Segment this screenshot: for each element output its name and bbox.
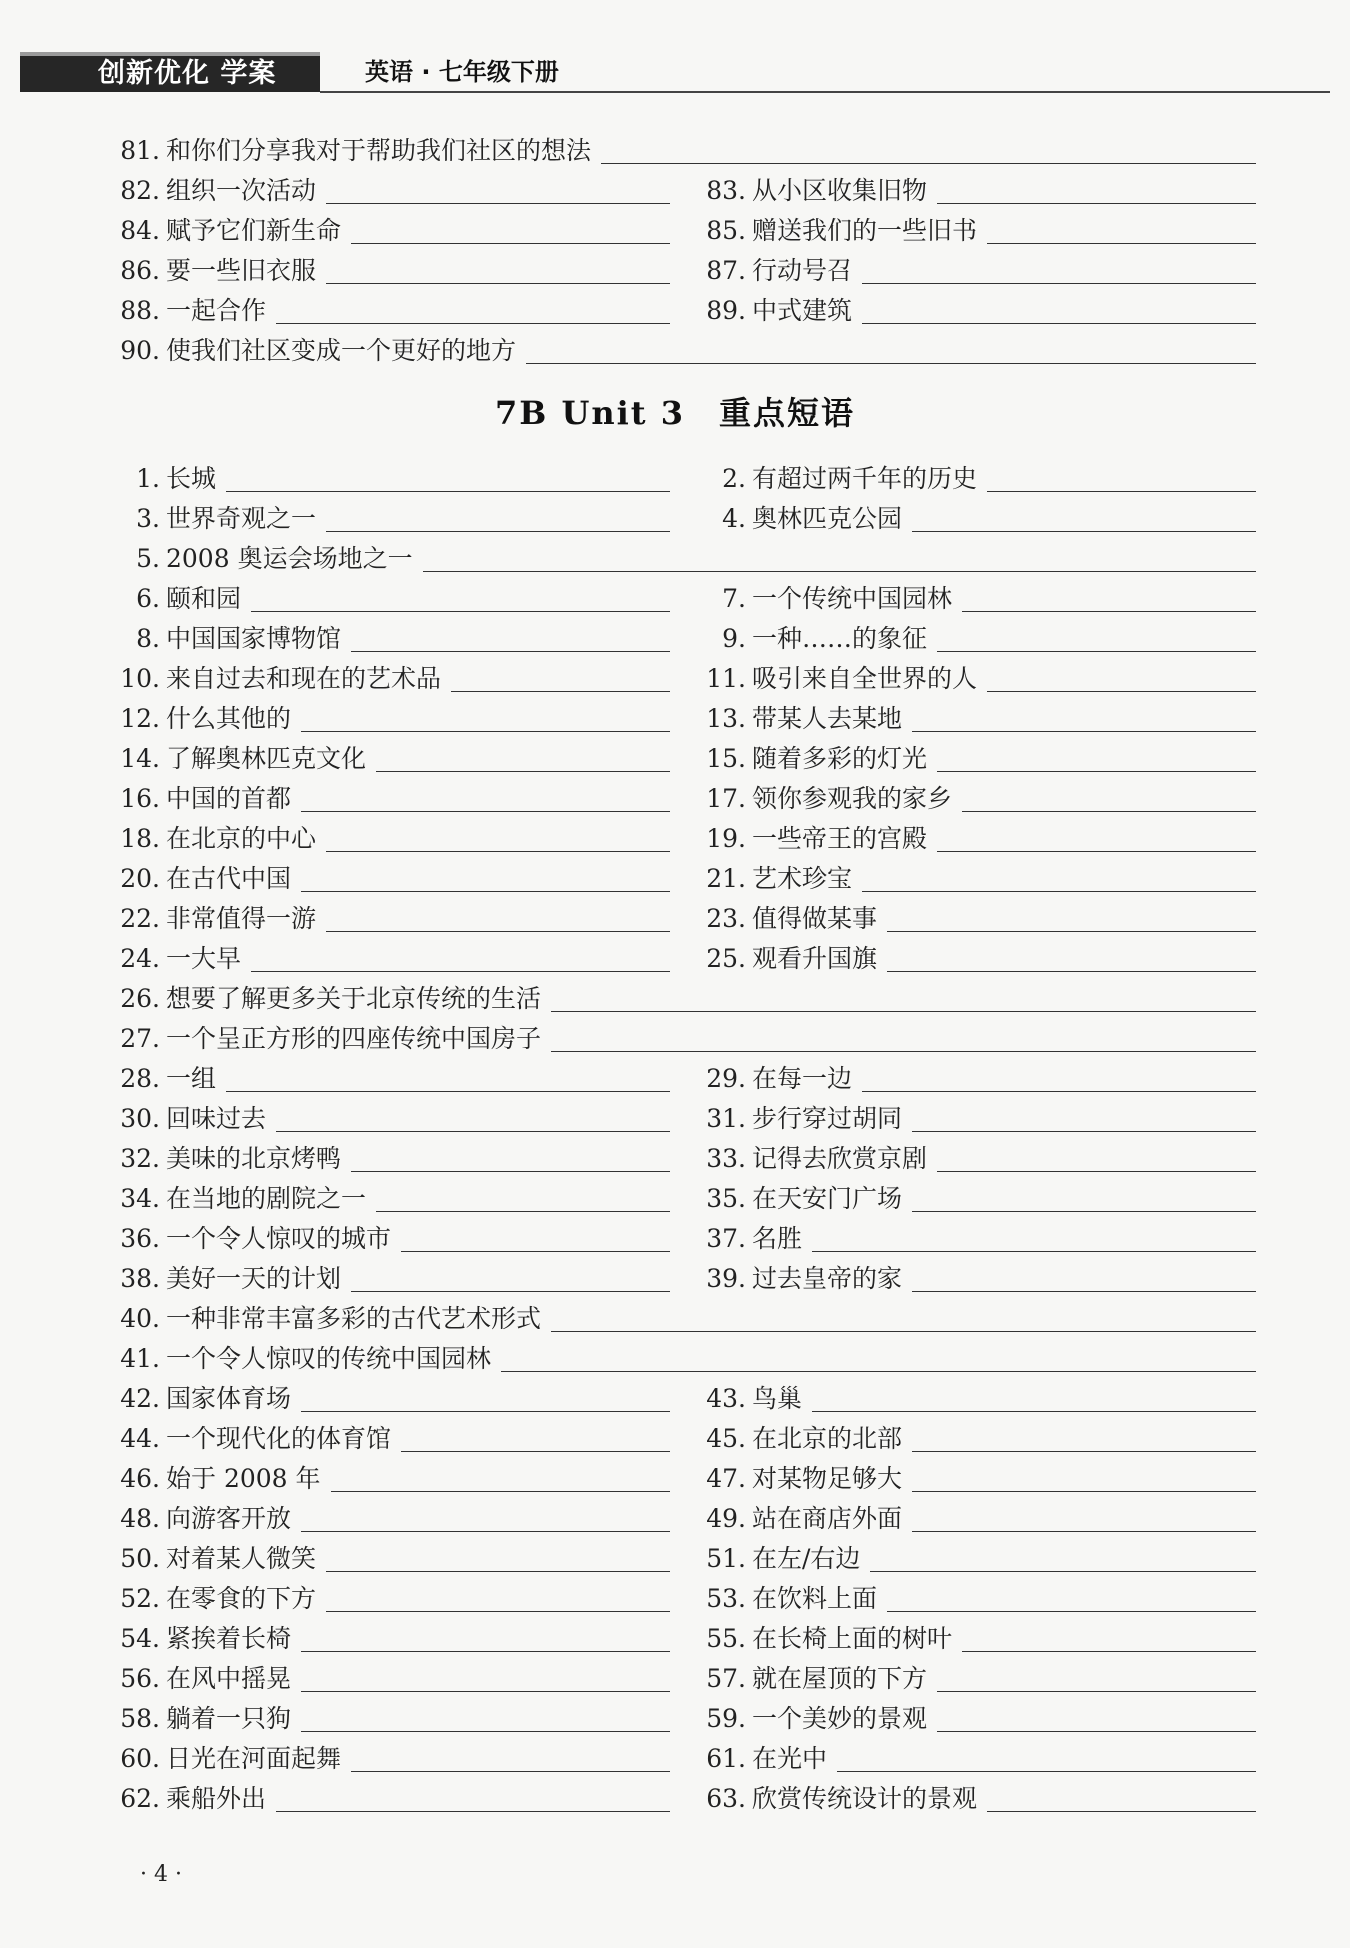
answer-blank[interactable]: [326, 905, 670, 932]
phrase-text: 赠送我们的一些旧书: [752, 216, 978, 245]
phrase-item: [698, 740, 1256, 774]
phrase-item: [112, 1180, 670, 1214]
phrase-number: 58.: [120, 1704, 160, 1733]
answer-blank[interactable]: [912, 1465, 1256, 1492]
phrase-item: [698, 252, 1256, 286]
answer-blank[interactable]: [962, 785, 1256, 812]
answer-blank[interactable]: [887, 1585, 1256, 1612]
answer-blank[interactable]: [962, 585, 1256, 612]
phrase-text: 一些帝王的宫殿: [752, 824, 928, 853]
phrase-number: 6.: [136, 584, 160, 613]
answer-blank[interactable]: [351, 625, 670, 652]
phrase-text: 一组: [166, 1064, 217, 1093]
answer-blank[interactable]: [326, 505, 670, 532]
phrase-item: [112, 700, 670, 734]
phrase-number: 55.: [706, 1624, 746, 1653]
phrase-item: [112, 252, 670, 286]
phrase-item: [698, 1500, 1256, 1534]
answer-blank[interactable]: [301, 1385, 670, 1412]
phrase-number: 56.: [120, 1664, 160, 1693]
phrase-text: 从小区收集旧物: [752, 176, 928, 205]
phrase-number: 59.: [706, 1704, 746, 1733]
answer-blank[interactable]: [912, 705, 1256, 732]
phrase-number: 86.: [120, 256, 160, 285]
answer-blank[interactable]: [526, 337, 1256, 364]
phrase-number: 85.: [706, 216, 746, 245]
phrase-text: 站在商店外面: [752, 1504, 903, 1533]
phrase-item: [112, 980, 1256, 1014]
phrase-number: 21.: [706, 864, 746, 893]
phrase-item: [112, 740, 670, 774]
phrase-item: [698, 212, 1256, 246]
phrase-item: [112, 860, 670, 894]
phrase-text: 回味过去: [166, 1104, 267, 1133]
phrase-number: 22.: [120, 904, 160, 933]
phrase-item: [698, 700, 1256, 734]
phrase-text: 非常值得一游: [166, 904, 317, 933]
phrase-item: [112, 1620, 670, 1654]
answer-blank[interactable]: [301, 785, 670, 812]
phrase-item: [112, 820, 670, 854]
phrase-item: [698, 1060, 1256, 1094]
phrase-number: 4.: [722, 504, 746, 533]
answer-blank[interactable]: [937, 745, 1256, 772]
phrase-item: [112, 900, 670, 934]
phrase-item: [698, 780, 1256, 814]
answer-blank[interactable]: [870, 1545, 1256, 1572]
phrase-number: 90.: [120, 336, 160, 365]
answer-blank[interactable]: [376, 1185, 670, 1212]
phrase-item: [698, 660, 1256, 694]
phrase-text: 要一些旧衣服: [166, 256, 317, 285]
answer-blank[interactable]: [226, 1065, 670, 1092]
phrase-text: 奥林匹克公园: [752, 504, 903, 533]
phrase-number: 19.: [706, 824, 746, 853]
phrase-item: [698, 580, 1256, 614]
phrase-item: [112, 1060, 670, 1094]
phrase-number: 7.: [722, 584, 746, 613]
phrase-text: 在古代中国: [166, 864, 292, 893]
phrase-number: 60.: [120, 1744, 160, 1773]
answer-blank[interactable]: [301, 1625, 670, 1652]
answer-blank[interactable]: [937, 625, 1256, 652]
phrase-item: [112, 1380, 670, 1414]
answer-blank[interactable]: [912, 1505, 1256, 1532]
answer-blank[interactable]: [251, 585, 670, 612]
phrase-number: 8.: [136, 624, 160, 653]
phrase-number: 24.: [120, 944, 160, 973]
phrase-item: [112, 1540, 670, 1574]
phrase-number: 25.: [706, 944, 746, 973]
answer-blank[interactable]: [912, 1265, 1256, 1292]
answer-blank[interactable]: [501, 1345, 1256, 1372]
phrase-text: 美好一天的计划: [166, 1264, 342, 1293]
phrase-number: 89.: [706, 296, 746, 325]
answer-blank[interactable]: [301, 705, 670, 732]
phrase-text: 躺着一只狗: [166, 1704, 292, 1733]
answer-blank[interactable]: [301, 865, 670, 892]
phrase-number: 35.: [706, 1184, 746, 1213]
phrase-item: [112, 500, 670, 534]
answer-blank[interactable]: [301, 1705, 670, 1732]
phrase-number: 36.: [120, 1224, 160, 1253]
phrase-text: 一起合作: [166, 296, 267, 325]
phrase-text: 在零食的下方: [166, 1584, 317, 1613]
phrase-text: 鸟巢: [752, 1384, 803, 1413]
phrase-text: 在北京的中心: [166, 824, 317, 853]
phrase-text: 一个现代化的体育馆: [166, 1424, 392, 1453]
phrase-item: [698, 1700, 1256, 1734]
phrase-item: [698, 172, 1256, 206]
answer-blank[interactable]: [912, 1425, 1256, 1452]
phrase-item: [112, 940, 670, 974]
answer-blank[interactable]: [551, 1025, 1256, 1052]
phrase-number: 20.: [120, 864, 160, 893]
phrase-text: 在光中: [752, 1744, 828, 1773]
answer-blank[interactable]: [326, 825, 670, 852]
answer-blank[interactable]: [937, 177, 1256, 204]
answer-blank[interactable]: [276, 1105, 670, 1132]
phrase-item: [112, 1740, 670, 1774]
phrase-number: 34.: [120, 1184, 160, 1213]
phrase-text: 有超过两千年的历史: [752, 464, 978, 493]
section-title: 7B Unit 3 重点短语: [495, 394, 855, 432]
phrase-item: [698, 620, 1256, 654]
phrase-text: 值得做某事: [752, 904, 878, 933]
page-number: · 4 ·: [140, 1862, 182, 1887]
phrase-number: 88.: [120, 296, 160, 325]
answer-blank[interactable]: [251, 945, 670, 972]
phrase-text: 日光在河面起舞: [166, 1744, 342, 1773]
phrase-item: [698, 940, 1256, 974]
answer-blank[interactable]: [276, 297, 670, 324]
answer-blank[interactable]: [862, 257, 1256, 284]
answer-blank[interactable]: [987, 465, 1256, 492]
phrase-number: 46.: [120, 1464, 160, 1493]
phrase-text: 对某物足够大: [752, 1464, 903, 1493]
answer-blank[interactable]: [326, 177, 670, 204]
phrase-text: 过去皇帝的家: [752, 1264, 903, 1293]
phrase-item: [112, 780, 670, 814]
phrase-item: [112, 1220, 670, 1254]
phrase-item: [112, 292, 670, 326]
phrase-text: 和你们分享我对于帮助我们社区的想法: [166, 136, 592, 165]
answer-blank[interactable]: [401, 1425, 670, 1452]
phrase-text: 就在屋顶的下方: [752, 1664, 928, 1693]
phrase-number: 42.: [120, 1384, 160, 1413]
answer-blank[interactable]: [862, 1065, 1256, 1092]
phrase-text: 在天安门广场: [752, 1184, 903, 1213]
phrase-number: 62.: [120, 1784, 160, 1813]
phrase-text: 组织一次活动: [166, 176, 317, 205]
phrase-number: 38.: [120, 1264, 160, 1293]
answer-blank[interactable]: [962, 1625, 1256, 1652]
answer-blank[interactable]: [376, 745, 670, 772]
answer-blank[interactable]: [301, 1505, 670, 1532]
phrase-number: 28.: [120, 1064, 160, 1093]
phrase-number: 26.: [120, 984, 160, 1013]
phrase-text: 想要了解更多关于北京传统的生活: [166, 984, 542, 1013]
answer-blank[interactable]: [912, 1185, 1256, 1212]
phrase-item: [698, 1460, 1256, 1494]
phrase-number: 43.: [706, 1384, 746, 1413]
phrase-item: [698, 1380, 1256, 1414]
phrase-text: 向游客开放: [166, 1504, 292, 1533]
phrase-item: [112, 1140, 670, 1174]
answer-blank[interactable]: [987, 665, 1256, 692]
phrase-text: 一个令人惊叹的城市: [166, 1224, 392, 1253]
phrase-number: 23.: [706, 904, 746, 933]
phrase-item: [698, 500, 1256, 534]
phrase-text: 带某人去某地: [752, 704, 903, 733]
phrase-text: 世界奇观之一: [166, 504, 317, 533]
phrase-text: 一个传统中国园林: [752, 584, 953, 613]
phrase-number: 9.: [722, 624, 746, 653]
answer-blank[interactable]: [326, 257, 670, 284]
phrase-item: [698, 460, 1256, 494]
phrase-number: 1.: [136, 464, 160, 493]
answer-blank[interactable]: [987, 1785, 1256, 1812]
answer-blank[interactable]: [887, 905, 1256, 932]
phrase-item: [112, 1700, 670, 1734]
phrase-text: 紧挨着长椅: [166, 1624, 292, 1653]
phrase-text: 一种……的象征: [752, 624, 928, 653]
phrase-item: [112, 212, 670, 246]
phrase-number: 83.: [706, 176, 746, 205]
phrase-number: 29.: [706, 1064, 746, 1093]
answer-blank[interactable]: [326, 1585, 670, 1612]
phrase-number: 12.: [120, 704, 160, 733]
phrase-text: 在每一边: [752, 1064, 853, 1093]
phrase-text: 在风中摇晃: [166, 1664, 292, 1693]
phrase-number: 32.: [120, 1144, 160, 1173]
phrase-text: 赋予它们新生命: [166, 216, 342, 245]
phrase-item: [112, 172, 670, 206]
phrase-number: 10.: [120, 664, 160, 693]
answer-blank[interactable]: [937, 1665, 1256, 1692]
phrase-item: [112, 132, 1256, 166]
phrase-number: 50.: [120, 1544, 160, 1573]
phrase-number: 81.: [120, 136, 160, 165]
header-rule: [320, 91, 1330, 93]
phrase-text: 了解奥林匹克文化: [166, 744, 367, 773]
answer-blank[interactable]: [401, 1225, 670, 1252]
phrase-item: [698, 1420, 1256, 1454]
phrase-text: 一个美妙的景观: [752, 1704, 928, 1733]
phrase-number: 84.: [120, 216, 160, 245]
phrase-item: [112, 1300, 1256, 1334]
phrase-number: 14.: [120, 744, 160, 773]
phrase-item: [698, 292, 1256, 326]
phrase-item: [698, 1260, 1256, 1294]
phrase-text: 2008 奥运会场地之一: [166, 544, 413, 573]
brand-logo: 创新优化 学案: [20, 56, 320, 92]
phrase-item: [698, 1740, 1256, 1774]
phrase-number: 11.: [706, 664, 746, 693]
phrase-text: 中国国家博物馆: [166, 624, 342, 653]
phrase-text: 领你参观我的家乡: [752, 784, 953, 813]
answer-blank[interactable]: [551, 985, 1256, 1012]
phrase-number: 57.: [706, 1664, 746, 1693]
phrase-number: 30.: [120, 1104, 160, 1133]
phrase-number: 49.: [706, 1504, 746, 1533]
phrase-text: 一个令人惊叹的传统中国园林: [166, 1344, 492, 1373]
phrase-number: 37.: [706, 1224, 746, 1253]
phrase-text: 记得去欣赏京剧: [752, 1144, 928, 1173]
phrase-text: 美味的北京烤鸭: [166, 1144, 342, 1173]
phrase-number: 13.: [706, 704, 746, 733]
phrase-text: 随着多彩的灯光: [752, 744, 928, 773]
phrase-text: 对着某人微笑: [166, 1544, 317, 1573]
phrase-item: [112, 580, 670, 614]
answer-blank[interactable]: [326, 1545, 670, 1572]
phrase-item: [112, 1340, 1256, 1374]
phrase-text: 在左/右边: [752, 1544, 861, 1573]
phrase-item: [112, 1780, 670, 1814]
phrase-item: [112, 540, 1256, 574]
phrase-number: 54.: [120, 1624, 160, 1653]
phrase-number: 16.: [120, 784, 160, 813]
answer-blank[interactable]: [887, 945, 1256, 972]
answer-blank[interactable]: [423, 545, 1256, 572]
phrase-text: 颐和园: [166, 584, 242, 613]
answer-blank[interactable]: [351, 1145, 670, 1172]
answer-blank[interactable]: [351, 1745, 670, 1772]
phrase-text: 长城: [166, 464, 217, 493]
phrase-item: [698, 1100, 1256, 1134]
phrase-number: 82.: [120, 176, 160, 205]
answer-blank[interactable]: [912, 505, 1256, 532]
phrase-number: 18.: [120, 824, 160, 853]
phrase-item: [698, 860, 1256, 894]
phrase-item: [698, 1620, 1256, 1654]
answer-blank[interactable]: [812, 1225, 1256, 1252]
phrase-item: [698, 1180, 1256, 1214]
phrase-number: 15.: [706, 744, 746, 773]
answer-blank[interactable]: [226, 465, 670, 492]
phrase-number: 40.: [120, 1304, 160, 1333]
phrase-number: 52.: [120, 1584, 160, 1613]
answer-blank[interactable]: [331, 1465, 670, 1492]
phrase-number: 3.: [136, 504, 160, 533]
phrase-text: 欣赏传统设计的景观: [752, 1784, 978, 1813]
phrase-item: [112, 660, 670, 694]
phrase-item: [112, 620, 670, 654]
phrase-item: [112, 332, 1256, 366]
answer-blank[interactable]: [276, 1785, 670, 1812]
answer-blank[interactable]: [862, 865, 1256, 892]
phrase-text: 乘船外出: [166, 1784, 267, 1813]
phrase-text: 始于 2008 年: [166, 1464, 321, 1493]
phrase-text: 国家体育场: [166, 1384, 292, 1413]
answer-blank[interactable]: [937, 1145, 1256, 1172]
phrase-number: 47.: [706, 1464, 746, 1493]
phrase-number: 27.: [120, 1024, 160, 1053]
phrase-item: [698, 820, 1256, 854]
phrase-item: [112, 1420, 670, 1454]
phrase-number: 61.: [706, 1744, 746, 1773]
phrase-item: [698, 1220, 1256, 1254]
answer-blank[interactable]: [351, 1265, 670, 1292]
phrase-text: 步行穿过胡同: [752, 1104, 903, 1133]
phrase-item: [698, 1140, 1256, 1174]
phrase-text: 在当地的剧院之一: [166, 1184, 367, 1213]
phrase-item: [698, 900, 1256, 934]
phrase-item: [698, 1580, 1256, 1614]
answer-blank[interactable]: [551, 1305, 1256, 1332]
phrase-item: [112, 1460, 670, 1494]
answer-blank[interactable]: [987, 217, 1256, 244]
phrase-text: 行动号召: [752, 256, 853, 285]
phrase-item: [112, 1020, 1256, 1054]
phrase-number: 2.: [722, 464, 746, 493]
book-subtitle: 英语 · 七年级下册: [365, 58, 559, 86]
phrase-item: [112, 1260, 670, 1294]
phrase-number: 53.: [706, 1584, 746, 1613]
answer-blank[interactable]: [351, 217, 670, 244]
page-header: [20, 52, 1330, 94]
answer-blank[interactable]: [601, 137, 1256, 164]
phrase-text: 来自过去和现在的艺术品: [166, 664, 442, 693]
phrase-number: 87.: [706, 256, 746, 285]
phrase-item: [698, 1660, 1256, 1694]
phrase-text: 艺术珍宝: [752, 864, 853, 893]
phrase-number: 5.: [136, 544, 160, 573]
phrase-text: 在饮料上面: [752, 1584, 878, 1613]
phrase-text: 在长椅上面的树叶: [752, 1624, 953, 1653]
phrase-number: 17.: [706, 784, 746, 813]
answer-blank[interactable]: [937, 825, 1256, 852]
phrase-item: [112, 1100, 670, 1134]
phrase-number: 63.: [706, 1784, 746, 1813]
phrase-number: 48.: [120, 1504, 160, 1533]
phrase-text: 一种非常丰富多彩的古代艺术形式: [166, 1304, 542, 1333]
answer-blank[interactable]: [451, 665, 670, 692]
phrase-text: 使我们社区变成一个更好的地方: [166, 336, 517, 365]
phrase-number: 31.: [706, 1104, 746, 1133]
answer-blank[interactable]: [837, 1745, 1256, 1772]
phrase-item: [112, 1660, 670, 1694]
phrase-number: 39.: [706, 1264, 746, 1293]
phrase-number: 44.: [120, 1424, 160, 1453]
phrase-item: [112, 460, 670, 494]
phrase-number: 33.: [706, 1144, 746, 1173]
phrase-item: [698, 1780, 1256, 1814]
answer-blank[interactable]: [301, 1665, 670, 1692]
phrase-number: 51.: [706, 1544, 746, 1573]
answer-blank[interactable]: [912, 1105, 1256, 1132]
phrase-text: 什么其他的: [166, 704, 292, 733]
phrase-item: [112, 1580, 670, 1614]
phrase-text: 中国的首都: [166, 784, 292, 813]
phrase-text: 名胜: [752, 1224, 803, 1253]
answer-blank[interactable]: [937, 1705, 1256, 1732]
phrase-text: 在北京的北部: [752, 1424, 903, 1453]
phrase-text: 一个呈正方形的四座传统中国房子: [166, 1024, 542, 1053]
phrase-item: [698, 1540, 1256, 1574]
phrase-text: 一大早: [166, 944, 242, 973]
phrase-text: 吸引来自全世界的人: [752, 664, 978, 693]
phrase-item: [112, 1500, 670, 1534]
phrase-text: 中式建筑: [752, 296, 853, 325]
answer-blank[interactable]: [862, 297, 1256, 324]
answer-blank[interactable]: [812, 1385, 1256, 1412]
phrase-number: 45.: [706, 1424, 746, 1453]
phrase-text: 观看升国旗: [752, 944, 878, 973]
phrase-number: 41.: [120, 1344, 160, 1373]
